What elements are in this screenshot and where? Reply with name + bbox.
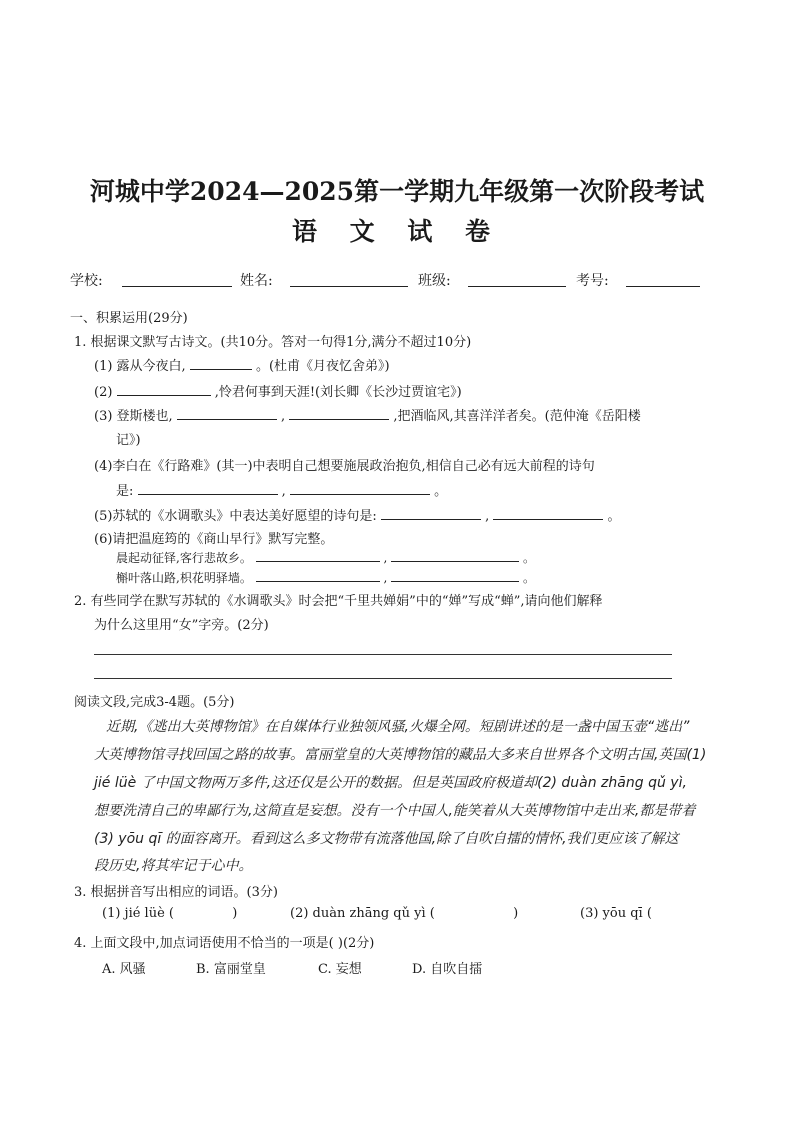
answer-blank[interactable] [391,549,519,562]
class-label: 班级: [418,273,451,289]
q2-answer-line-1[interactable] [94,654,672,655]
reading-intro: 阅读文段,完成3-4题。(5分) [74,695,235,710]
q1-item-1: (1) 露从今夜白, 。(杜甫《月夜忆舍弟》) [94,359,390,374]
answer-blank[interactable] [138,482,278,495]
answer-blank[interactable] [117,383,211,396]
answer-blank[interactable] [256,549,380,562]
q1-item-6: (6)请把温庭筠的《商山早行》默写完整。 [94,532,334,547]
answer-blank[interactable] [190,357,252,370]
answer-blank[interactable] [289,407,389,420]
exam-subtitle: 语 文 试 卷 [291,217,503,246]
q1-item-6-line2: 槲叶落山路,枳花明驿墙。 , 。 [116,571,535,585]
section-heading: 一、积累运用(29分) [70,311,188,326]
exam-no-field[interactable] [626,286,700,287]
q1-item-5: (5)苏轼的《水调歌头》中表达美好愿望的诗句是: , 。 [94,509,621,524]
q4-option-b[interactable]: B. 富丽堂皇 [196,962,266,977]
q2-answer-line-2[interactable] [94,678,672,679]
answer-blank[interactable] [493,507,603,520]
q3-c: (3) yōu qī ( [580,906,652,921]
reading-line-6: 段历史,将其牢记于心中。 [94,858,253,874]
q1-item-6-line1: 晨起动征铎,客行悲故乡。 , 。 [116,551,535,565]
q1-item-2: (2) ,怜君何事到天涯!(刘长卿《长沙过贾谊宅》) [94,385,462,400]
reading-line-4: 想要洗清自己的卑鄙行为,这简直是妄想。没有一个中国人,能笑着从大英博物馆中走出来,都是带着 [94,803,696,819]
answer-blank[interactable] [177,407,277,420]
name-field[interactable] [290,286,408,287]
reading-line-1: 近期,《逃出大英博物馆》在自媒体行业独领风骚,火爆全网。短剧讲述的是一盏中国玉壶“逃出” [106,719,690,735]
q3-a: (1) jié lüè ( ) [102,906,238,921]
answer-blank[interactable] [256,569,380,582]
name-label: 姓名: [240,273,273,289]
q1-item-4-answer: 是: , 。 [116,484,448,499]
q3-stem: 3. 根据拼音写出相应的词语。(3分) [74,885,278,900]
q2-line2: 为什么这里用“女”字旁。(2分) [94,618,269,633]
exam-no-label: 考号: [576,273,609,289]
reading-line-2: 大英博物馆寻找回国之路的故事。富丽堂皇的大英博物馆的藏品大多来自世界各个文明古国,英国(1) [94,747,707,763]
q4-option-c[interactable]: C. 妄想 [318,962,362,977]
q4-option-a[interactable]: A. 风骚 [102,962,146,977]
reading-line-3: jié lüè 了中国文物两万多件,这还仅是公开的数据。但是英国政府极道却(2) duàn zhāng qǔ yì, [94,775,687,791]
q2-line1: 2. 有些同学在默写苏轼的《水调歌头》时会把“千里共婵娟”中的“婵”写成“蝉”,请向他们解释 [74,594,603,609]
q3-b: (2) duàn zhāng qǔ yì ( ) [290,906,519,921]
q1-stem: 1. 根据课文默写古诗文。(共10分。答对一句得1分,满分不超过10分) [74,335,472,350]
class-field[interactable] [468,286,566,287]
reading-line-5: (3) yōu qī 的面容离开。看到这么多文物带有流落他国,除了自吹自擂的情怀,我们更应该了解这 [94,831,679,847]
q1-item-4: (4)李白在《行路难》(其一)中表明自己想要施展政治抱负,相信自己必有远大前程的诗句 [94,459,595,474]
answer-blank[interactable] [290,482,430,495]
answer-blank[interactable] [391,569,519,582]
exam-title: 河城中学2024—2025第一学期九年级第一次阶段考试 [89,177,705,206]
q1-item-3: (3) 登斯楼也, , ,把酒临风,其喜洋洋者矣。(范仲淹《岳阳楼 [94,409,641,424]
q1-item-3-cont: 记》) [116,433,141,448]
q4-option-d[interactable]: D. 自吹自擂 [412,962,483,977]
school-field[interactable] [122,286,232,287]
school-label: 学校: [70,273,103,289]
q4-stem: 4. 上面文段中,加点词语使用不恰当的一项是( )(2分) [74,936,375,951]
answer-blank[interactable] [381,507,481,520]
